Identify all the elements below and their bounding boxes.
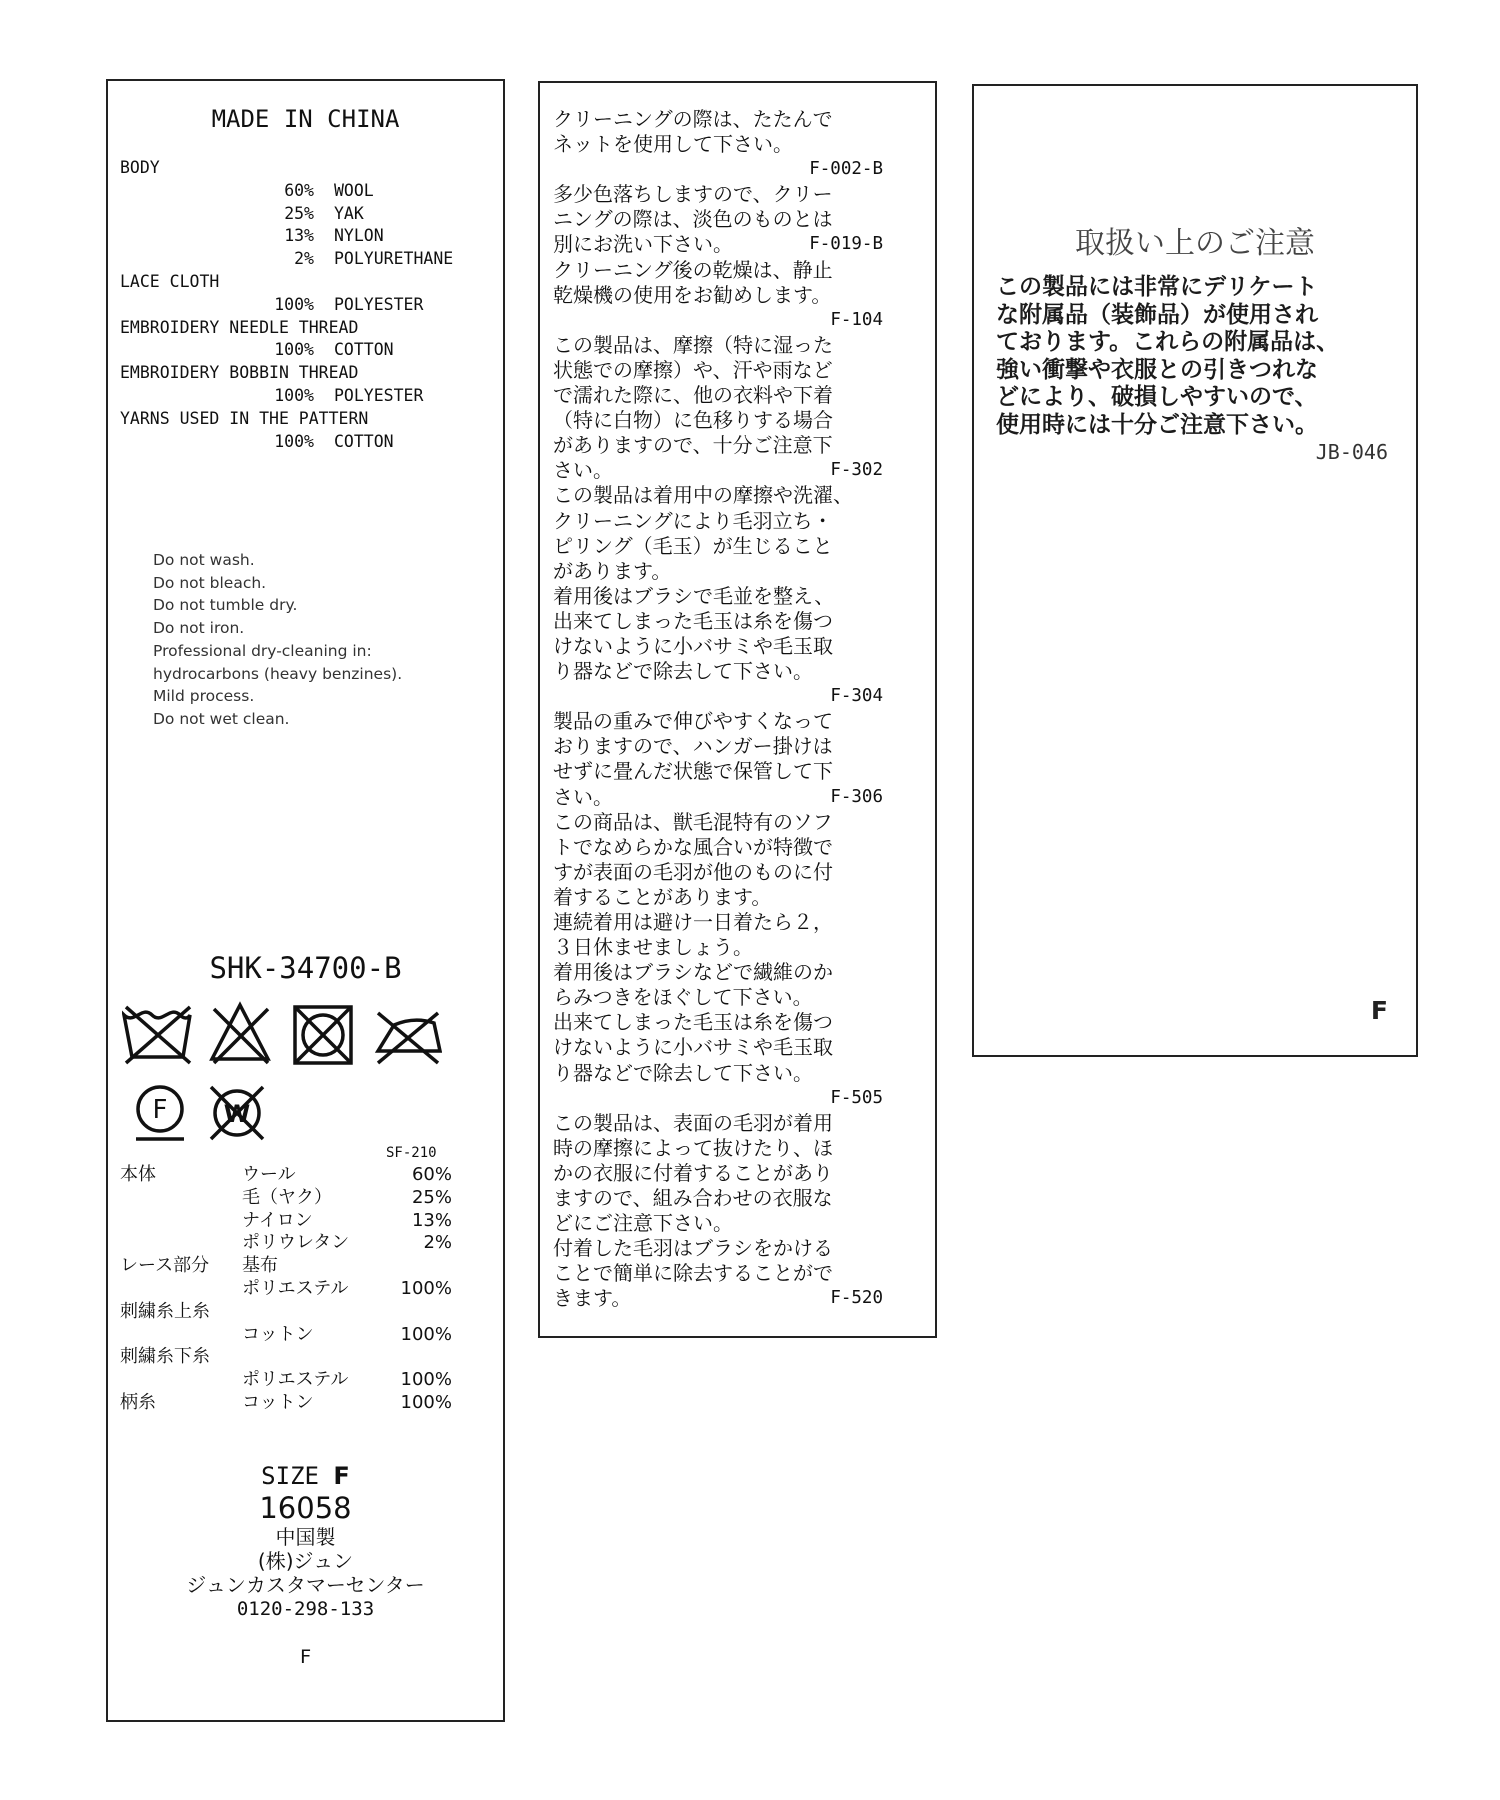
do-not-bleach-icon — [212, 1005, 268, 1063]
sf-code: SF-210 — [386, 1145, 437, 1161]
footer-mark: F — [1370, 996, 1388, 1025]
composition-row: 100% POLYESTER — [274, 385, 424, 405]
care-note-code: F-304 — [830, 686, 883, 707]
care-note-line: 時の摩擦によって抜けたり、ほ — [553, 1135, 833, 1160]
jp-composition-row: 刺繍糸下糸 — [120, 1346, 210, 1368]
section-label: EMBROIDERY NEEDLE THREAD — [120, 317, 359, 337]
care-line: Do not bleach. — [153, 573, 267, 592]
jp-composition-row: ポリウレタン 2% — [242, 1232, 452, 1254]
care-note-code: F-002-B — [809, 159, 883, 180]
care-note-line: けないように小バサミや毛玉取 — [553, 1035, 833, 1060]
caution-line: な附属品（装飾品）が使用され — [996, 301, 1318, 328]
care-note-line: この製品は着用中の摩擦や洗濯、 — [553, 483, 853, 508]
care-note-line: がありますので、十分ご注意下 — [553, 433, 833, 458]
jp-composition-row: ポリエステル 100% — [242, 1277, 452, 1299]
composition-row: 60% WOOL — [284, 180, 374, 200]
care-note-line: （特に白物）に色移りする場合 — [553, 408, 833, 433]
composition-list-jp — [120, 1164, 500, 1415]
care-note-line: ますので、組み合わせの衣服な — [553, 1186, 833, 1211]
care-note-line: おりますので、ハンガー掛けは — [553, 734, 833, 759]
do-not-wash-icon — [124, 1007, 190, 1063]
composition-row: 100% COTTON — [274, 340, 394, 360]
care-note-code: F-306 — [830, 786, 883, 807]
care-note-line: 製品の重みで伸びやすくなって — [553, 709, 833, 734]
care-note-line: があります。 — [553, 558, 672, 583]
jp-composition-row: 毛（ヤク） 25% — [242, 1186, 452, 1208]
footer-mark: F — [299, 1646, 312, 1668]
composition-row: 13% NYLON — [284, 226, 384, 246]
caution-line: 強い衝撃や衣服との引きつれな — [996, 356, 1318, 383]
made-in-text: MADE IN CHINA — [211, 105, 400, 133]
care-symbols-row-2 — [132, 1079, 272, 1149]
care-note-code: F-302 — [830, 460, 883, 481]
size-line — [108, 1461, 503, 1491]
care-note-line — [553, 232, 883, 257]
care-note-line: り器などで除去して下さい。 — [553, 659, 813, 684]
wet-clean-letter: W — [223, 1100, 251, 1128]
care-note-text: 別にお洗い下さい。 — [553, 232, 733, 257]
care-note-line: 着用後はブラシなどで繊維のか — [553, 960, 833, 985]
care-note-code: F-104 — [830, 309, 883, 330]
customer-center: ジュンカスタマーセンター — [186, 1573, 425, 1597]
caution-label — [972, 84, 1418, 1057]
care-note-line: 出来てしまった毛玉は糸を傷つ — [553, 608, 833, 633]
jp-composition-row: コットン 100% — [242, 1323, 452, 1345]
composition-list-en — [120, 157, 490, 453]
care-note-line — [553, 1286, 883, 1311]
composition-row: 100% COTTON — [274, 431, 394, 451]
composition-row: 25% YAK — [284, 203, 364, 223]
care-symbols-row-1 — [122, 999, 442, 1069]
lot-number: 16058 — [259, 1491, 352, 1525]
care-note-line: り器などで除去して下さい。 — [553, 1060, 813, 1085]
origin-jp: 中国製 — [275, 1525, 336, 1549]
size-label: SIZE — [261, 1462, 319, 1490]
care-note-line — [553, 785, 883, 810]
care-note-line: ネットを使用して下さい。 — [553, 132, 793, 157]
section-label: YARNS USED IN THE PATTERN — [120, 408, 369, 428]
care-note-line: らみつきをほぐして下さい。 — [553, 985, 813, 1010]
care-note-line: かの衣服に付着することがあり — [553, 1160, 833, 1185]
company-name: (株)ジュン — [257, 1549, 354, 1573]
care-note-line: 多少色落ちしますので、クリー — [553, 182, 833, 207]
care-note-line — [553, 458, 883, 483]
care-note-line: 状態での摩擦）や、汗や雨など — [553, 357, 833, 382]
caution-line: ております。これらの附属品は、 — [996, 329, 1340, 355]
care-note-line: この製品は、摩擦（特に湿った — [553, 332, 833, 357]
jp-composition-row: 本体 ウール 60% — [120, 1164, 452, 1185]
care-note-code: F-019-B — [809, 234, 883, 255]
care-note-text: きます。 — [553, 1286, 632, 1311]
care-note-line: で濡れた際に、他の衣料や下着 — [553, 383, 833, 408]
care-notes-label — [538, 81, 937, 1338]
section-label: LACE CLOTH — [120, 271, 220, 291]
jp-composition-row: 刺繍糸上糸 — [120, 1300, 210, 1322]
caution-line: この製品には非常にデリケート — [996, 274, 1318, 300]
care-note-text: さい。 — [553, 784, 613, 809]
label-footer — [108, 1461, 503, 1621]
care-note-line: 着用後はブラシで毛並を整え、 — [553, 583, 835, 608]
care-line: hydrocarbons (heavy benzines). — [153, 664, 403, 683]
care-note-line: クリーニングにより毛羽立ち・ — [553, 508, 833, 533]
care-note-line: この製品は、表面の毛羽が着用 — [553, 1110, 833, 1135]
composition-row: 100% POLYESTER — [274, 294, 424, 314]
section-label: EMBROIDERY BOBBIN THREAD — [120, 363, 359, 383]
care-note-line: せずに畳んだ状態で保管して下 — [553, 759, 833, 784]
care-line: Do not wet clean. — [153, 709, 290, 728]
care-note-line: トでなめらかな風合いが特徴で — [553, 834, 833, 859]
care-note-code: F-520 — [830, 1288, 883, 1309]
care-note-line: どにご注意下さい。 — [553, 1211, 733, 1236]
care-line: Do not wash. — [153, 551, 255, 569]
care-note-line: 乾燥機の使用をお勧めします。 — [553, 282, 832, 307]
jp-composition-row: ナイロン 13% — [242, 1209, 452, 1231]
care-note-line: クリーニングの際は、たたんで — [553, 107, 833, 131]
care-line: Professional dry-cleaning in: — [153, 641, 372, 660]
section-label: BODY — [120, 158, 160, 177]
care-note-line: けないように小バサミや毛玉取 — [553, 633, 833, 658]
care-note-line: 付着した毛羽はブラシをかける — [553, 1236, 833, 1261]
jp-composition-row: ポリエステル 100% — [242, 1369, 452, 1391]
care-notes-body — [553, 107, 883, 1312]
care-note-line: クリーニング後の乾燥は、静止 — [553, 257, 833, 282]
jp-composition-row: レース部分 基布 — [120, 1255, 278, 1277]
care-line: Do not iron. — [153, 619, 245, 638]
care-note-line: 連続着用は避け一日着たら２， — [553, 910, 833, 934]
care-line: Do not tumble dry. — [153, 596, 298, 615]
caution-title: 取扱い上のご注意 — [1075, 226, 1315, 261]
composition-row: 2% POLYURETHANE — [294, 249, 454, 269]
care-note-text: さい。 — [553, 458, 613, 483]
jp-composition-row: 柄糸 コットン 100% — [120, 1391, 452, 1413]
care-line: Mild process. — [153, 687, 255, 706]
care-note-line: 着することがあります。 — [553, 884, 772, 909]
phone-number: 0120-298-133 — [236, 1598, 375, 1620]
do-not-iron-icon — [378, 1013, 440, 1063]
care-note-line: ニングの際は、淡色のものとは — [553, 207, 833, 232]
care-note-line: ３日休ませましょう。 — [553, 935, 753, 960]
care-note-line: 出来てしまった毛玉は糸を傷つ — [553, 1010, 833, 1035]
size-value: F — [333, 1462, 350, 1490]
care-instructions-en — [153, 549, 402, 731]
care-note-line: ピリング（毛玉）が生じること — [553, 533, 833, 558]
do-not-tumble-dry-icon — [295, 1007, 351, 1063]
caution-body — [996, 274, 1339, 439]
product-code: SHK-34700-B — [209, 951, 402, 985]
care-note-line: ことで簡単に除去することがで — [553, 1261, 833, 1286]
care-note-line: すが表面の毛羽が他のものに付 — [553, 859, 833, 884]
care-note-code: F-505 — [830, 1087, 883, 1108]
caution-line: どにより、破損しやすいので、 — [996, 384, 1318, 410]
caution-code: JB-046 — [1315, 440, 1388, 464]
caution-line: 使用時には十分ご注意下さい。 — [996, 411, 1318, 438]
care-note-line: この商品は、獣毛混特有のソフ — [553, 809, 833, 834]
composition-label — [106, 79, 505, 1722]
dry-clean-letter: F — [152, 1095, 168, 1125]
